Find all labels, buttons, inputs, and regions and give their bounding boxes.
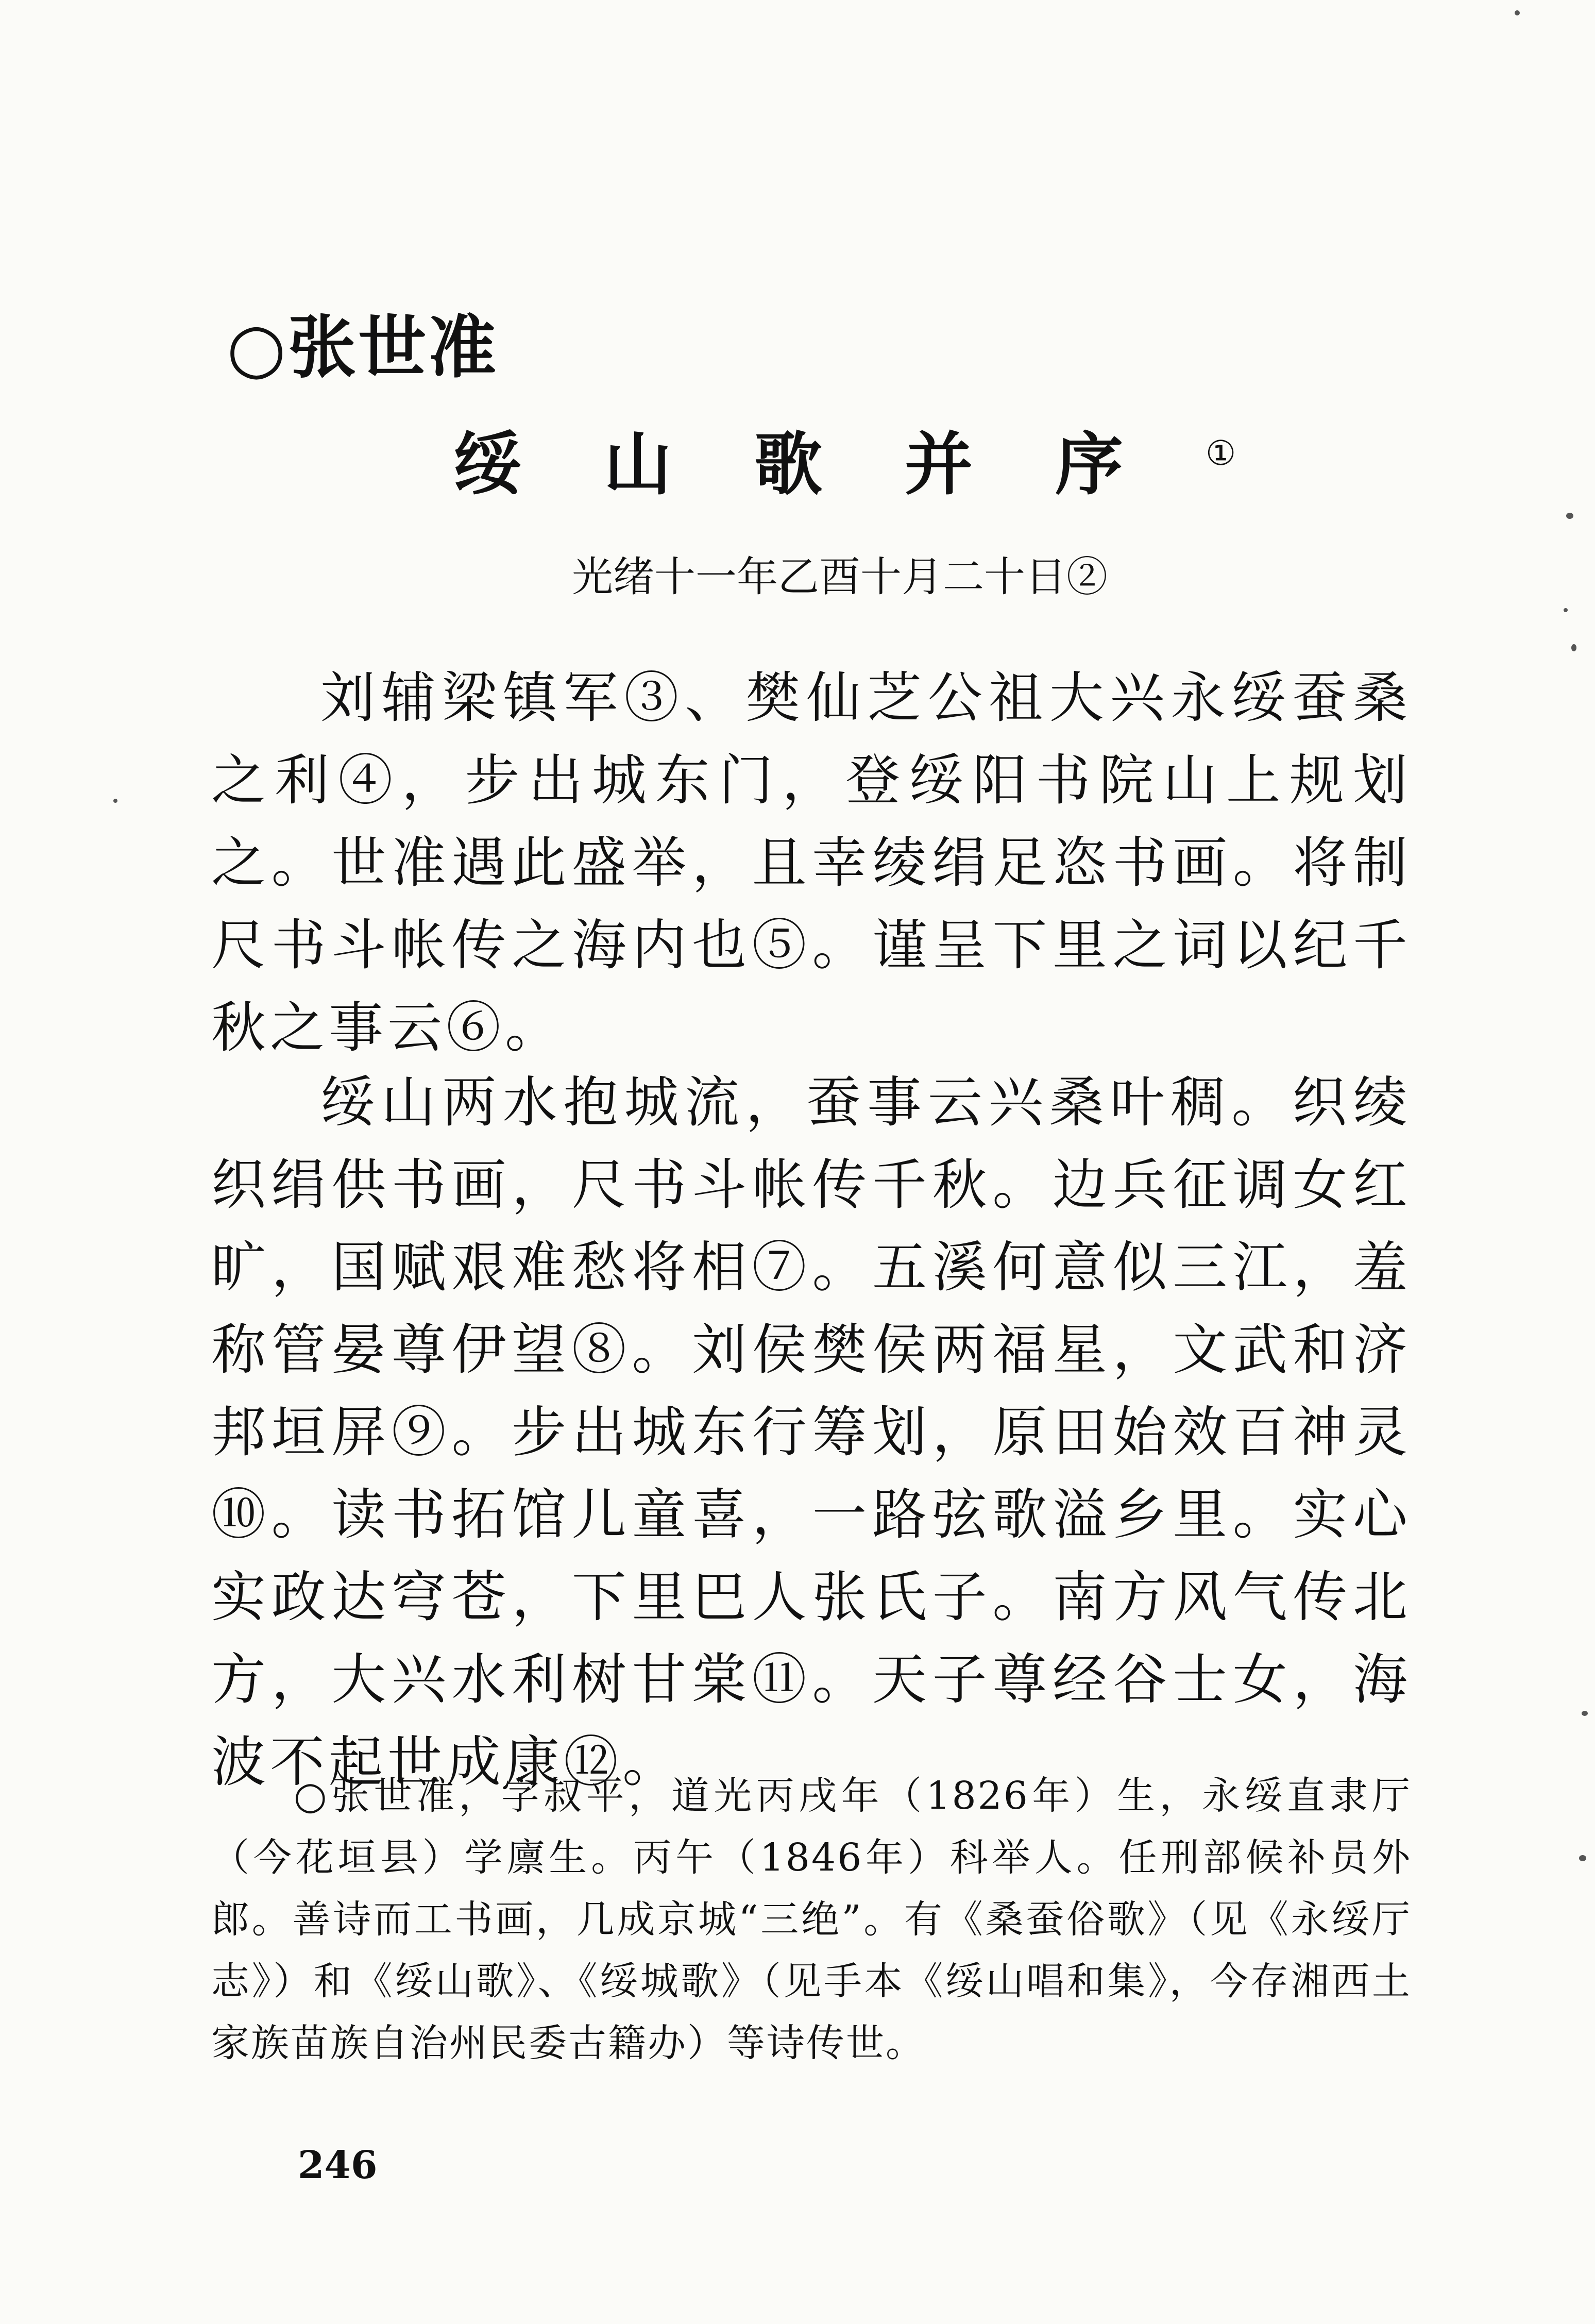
scan-speck xyxy=(1579,1855,1586,1861)
poem-date-subtitle: 光绪十一年乙酉十月二十日② xyxy=(572,553,1108,601)
author-heading: ○张世准 xyxy=(227,308,499,388)
poem-title-note-mark: ① xyxy=(1206,433,1236,473)
poem-title-text: 绥山歌并序 xyxy=(453,425,1206,504)
scan-speck xyxy=(1515,10,1520,15)
scan-speck xyxy=(1571,644,1576,651)
poem-title xyxy=(453,407,1236,511)
author-biography-note: ○张世准，字叔平，道光丙戌年（1826年）生，永绥直隶厅（今花垣县）学廪生。丙午（1846年）科举人。任刑部候补员外郎。善诗而工书画，几成京城“三绝”。有《桑蚕俗歌》（见《永绥厅志》）和《绥山歌》、《绥城歌》（见手本《绥山唱和集》，今存湘西土家族苗族自治州民委古籍办）等诗传世。 xyxy=(211,1774,1412,2065)
page-number: 246 xyxy=(298,2143,378,2187)
scan-speck xyxy=(113,799,117,803)
scan-speck xyxy=(1566,513,1573,519)
scan-speck xyxy=(1582,1711,1588,1716)
poem-preface: 刘辅梁镇军③、樊仙芝公祖大兴永绥蚕桑之利④，步出城东门，登绥阳书院山上规划之。世准遇此盛举，且幸绫绢足恣书画。将制尺书斗帐传之海内也⑤。谨呈下里之词以纪千秋之事云⑥。 xyxy=(211,666,1412,1059)
poem-verse: 绥山两水抱城流，蚕事云兴桑叶稠。织绫织绢供书画，尺书斗帐传千秋。边兵征调女红旷，国赋艰难愁将相⑦。五溪何意似三江，羞称管晏尊伊望⑧。刘侯樊侯两福星，文武和济邦垣屏⑨。步出城东行筹划，原田始效百神灵⑩。读书拓馆儿童喜，一路弦歌溢乡里。实心实政达穹苍，下里巴人张氏子。南方风气传北方，大兴水利树甘棠⑪。天子尊经谷士女，海波不起世成康⑫。 xyxy=(211,1071,1412,1794)
scan-speck xyxy=(1564,608,1568,612)
